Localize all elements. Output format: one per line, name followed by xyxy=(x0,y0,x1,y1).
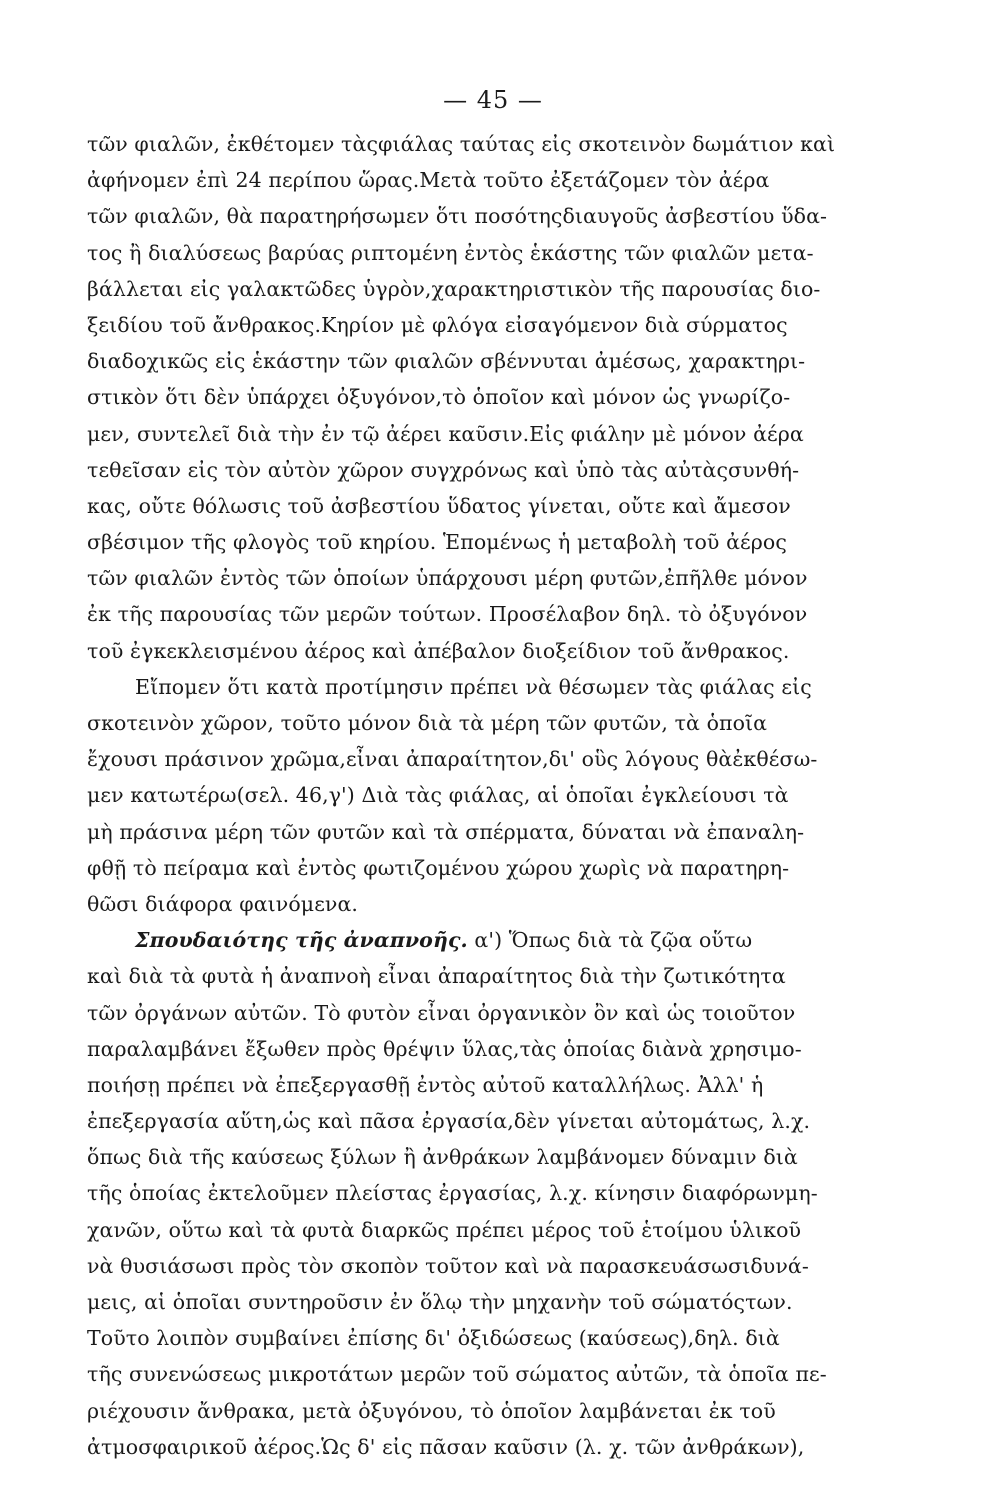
text-line: τῶν φιαλῶν, ἐκθέτομεν τὰςφιάλας ταύτας εἰς σκοτεινὸν δωμάτιον καὶ xyxy=(87,132,836,156)
text-line: τεθεῖσαν εἰς τὸν αὐτὸν χῶρον συγχρόνως καὶ ὑπὸ τὰς αὐτὰςσυνθή- xyxy=(87,457,800,482)
text-line: διαδοχικῶς εἰς ἑκάστην τῶν φιαλῶν σβέννυται ἀμέσως, χαρακτηρι- xyxy=(87,349,806,374)
text-line: στικὸν ὅτι δὲν ὑπάρχει ὀξυγόνον,τὸ ὁποῖον καὶ μόνον ὡς γνωρίζο- xyxy=(87,385,791,410)
text-line: ἐπεξεργασία αὕτη,ὡς καὶ πᾶσα ἐργασία,δὲν γίνεται αὐτομάτως, λ.χ. xyxy=(87,1109,811,1134)
text-line: φθῇ τὸ πείραμα καὶ ἐντὸς φωτιζομένου χώρου χωρὶς νὰ παρατηρη- xyxy=(87,855,790,880)
text-line: τῶν φιαλῶν ἐντὸς τῶν ὁποίων ὑπάρχουσι μέρη φυτῶν,ἐπῆλθε μόνον xyxy=(87,566,808,591)
text-line: νὰ θυσιάσωσι πρὸς τὸν σκοπὸν τοῦτον καὶ νὰ παρασκευάσωσιδυνά- xyxy=(87,1253,809,1278)
text-line: παραλαμβάνει ἔξωθεν πρὸς θρέψιν ὕλας,τὰς ὁποίας διὰνὰ χρησιμο- xyxy=(87,1036,802,1061)
text-line: μεν, συντελεῖ διὰ τὴν ἐν τῷ ἀέρει καῦσιν.Εἰς φιάλην μὲ μόνον ἀέρα xyxy=(87,421,804,446)
text-line: τοῦ ἐγκεκλεισμένου ἀέρος καὶ ἀπέβαλον διοξείδιον τοῦ ἄνθρακος. xyxy=(87,638,790,663)
text-line: ὅπως διὰ τῆς καύσεως ξύλων ἢ ἀνθράκων λαμβάνομεν δύναμιν διὰ xyxy=(87,1145,798,1170)
text-line: τῶν φιαλῶν, θὰ παρατηρήσωμεν ὅτι ποσότηςδιαυγοῦς ἀσβεστίου ὕδα- xyxy=(87,204,828,229)
body-text xyxy=(87,126,909,1465)
section-text: α') Ὅπως διὰ τὰ ζῷα οὕτω xyxy=(474,928,753,953)
text-line: βάλλεται εἰς γαλακτῶδες ὑγρὸν,χαρακτηριστικὸν τῆς παρουσίας διο- xyxy=(87,276,821,301)
text-line: καὶ διὰ τὰ φυτὰ ἡ ἀναπνοὴ εἶναι ἀπαραίτητος διὰ τὴν ζωτικότητα xyxy=(87,964,786,989)
text-line: χανῶν, οὕτω καὶ τὰ φυτὰ διαρκῶς πρέπει μέρος τοῦ ἑτοίμου ὑλικοῦ xyxy=(87,1217,802,1242)
text-line: θῶσι διάφορα φαινόμενα. xyxy=(87,891,359,916)
text-line: Τοῦτο λοιπὸν συμβαίνει ἐπίσης δι' ὀξιδώσεως (καύσεως),δηλ. διὰ xyxy=(87,1326,780,1351)
page-number: — 45 — xyxy=(443,86,543,114)
text-line: μεν κατωτέρω(σελ. 46,γ') Διὰ τὰς φιάλας, αἱ ὁποῖαι ἐγκλείουσι τὰ xyxy=(87,783,789,808)
text-line: ριέχουσιν ἄνθρακα, μετὰ ὀξυγόνου, τὸ ὁποῖον λαμβάνεται ἐκ τοῦ xyxy=(87,1398,776,1423)
text-line: σβέσιμον τῆς φλογὸς τοῦ κηρίου. Ἑπομένως ἡ μεταβολὴ τοῦ ἀέρος xyxy=(87,530,787,555)
text-line: τῆς συνενώσεως μικροτάτων μερῶν τοῦ σώματος αὐτῶν, τὰ ὁποῖα πε- xyxy=(87,1362,827,1387)
text-line: σκοτεινὸν χῶρον, τοῦτο μόνον διὰ τὰ μέρη τῶν φυτῶν, τὰ ὁποῖα xyxy=(87,711,768,735)
text-line: ἐκ τῆς παρουσίας τῶν μερῶν τούτων. Προσέλαβον δηλ. τὸ ὀξυγόνον xyxy=(87,602,808,627)
text-line: ἀφήνομεν ἐπὶ 24 περίπου ὥρας.Μετὰ τοῦτο ἐξετάζομεν τὸν ἀέρα xyxy=(87,168,770,193)
text-line: μὴ πράσινα μέρη τῶν φυτῶν καὶ τὰ σπέρματα, δύναται νὰ ἐπαναλη- xyxy=(87,819,805,844)
text-line: μεις, αἱ ὁποῖαι συντηροῦσιν ἐν ὅλῳ τὴν μηχανὴν τοῦ σώματόςτων. xyxy=(87,1290,793,1314)
text-line: ἀτμοσφαιρικοῦ ἀέρος.Ὡς δ' εἰς πᾶσαν καῦσιν (λ. χ. τῶν ἀνθράκων), xyxy=(87,1434,805,1459)
text-line: ποιήσῃ πρέπει νὰ ἐπεξεργασθῇ ἐντὸς αὐτοῦ καταλλήλως. Ἀλλ' ἡ xyxy=(87,1072,764,1097)
text-line: κας, οὔτε θόλωσις τοῦ ἀσβεστίου ὕδατος γίνεται, οὔτε καὶ ἄμεσον xyxy=(87,493,791,518)
section-heading: Σπουδαιότης τῆς ἀναπνοῆς. xyxy=(135,928,468,953)
section-line xyxy=(87,922,909,958)
text-line: ξειδίου τοῦ ἄνθρακος.Κηρίον μὲ φλόγα εἰσαγόμενον διὰ σύρματος xyxy=(87,312,788,337)
text-line: τῶν ὀργάνων αὐτῶν. Τὸ φυτὸν εἶναι ὀργανικὸν ὂν καὶ ὡς τοιοῦτον xyxy=(87,1000,796,1025)
text-line: τος ἢ διαλύσεως βαρύας ριπτομένη ἐντὸς ἑκάστης τῶν φιαλῶν μετα- xyxy=(87,240,814,265)
text-line: Εἴπομεν ὅτι κατὰ προτίμησιν πρέπει νὰ θέσωμεν τὰς φιάλας εἰς xyxy=(135,674,812,699)
text-line: ἔχουσι πράσινον χρῶμα,εἶναι ἀπαραίτητον,δι' οὓς λόγους θὰἐκθέσω- xyxy=(87,747,818,772)
text-line: τῆς ὁποίας ἐκτελοῦμεν πλείστας ἐργασίας, λ.χ. κίνησιν διαφόρωνμη- xyxy=(87,1181,818,1206)
